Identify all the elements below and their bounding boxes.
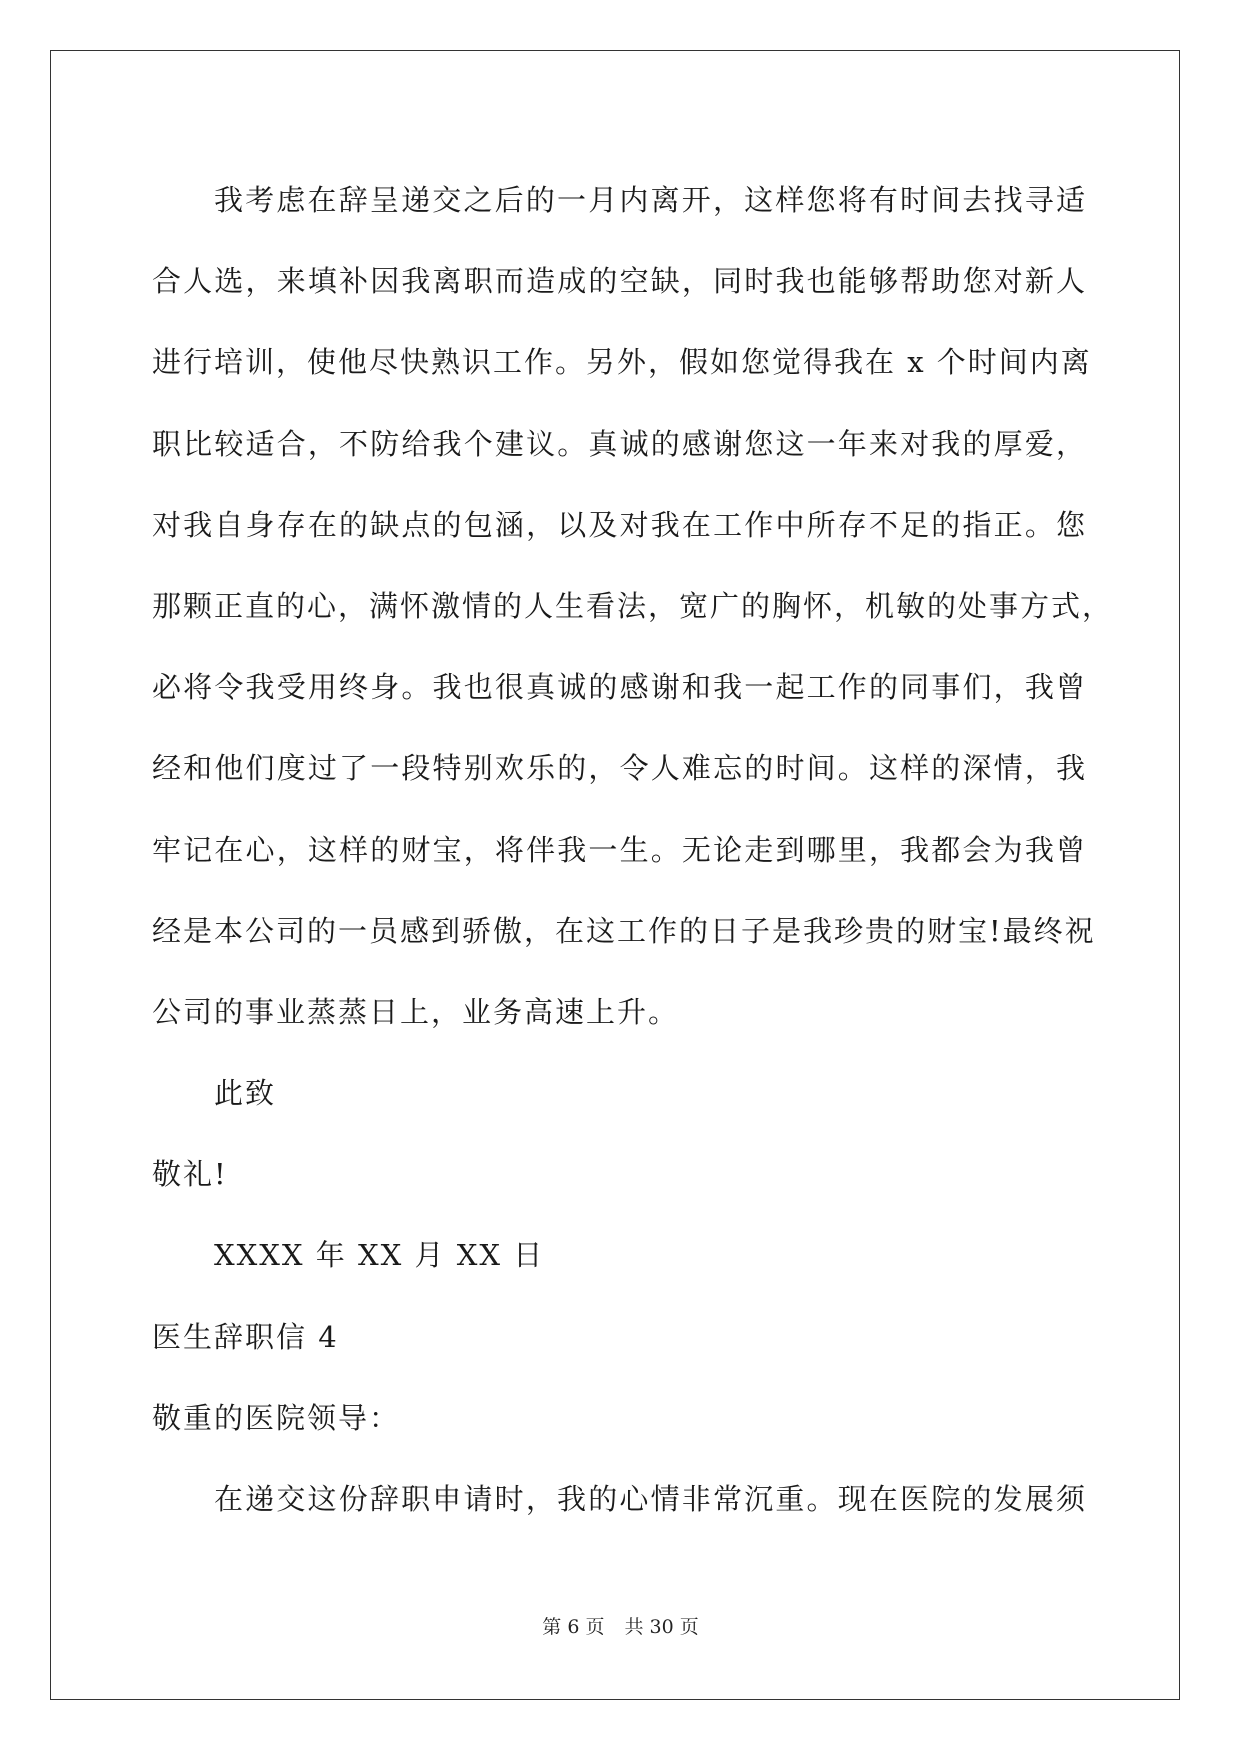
text-line: 经是本公司的一员感到骄傲，在这工作的日子是我珍贵的财宝!最终祝 <box>152 913 1096 948</box>
paragraph-2 <box>152 1459 1087 1540</box>
salutation: 敬重的医院领导： <box>152 1400 401 1435</box>
page-footer <box>0 1612 1241 1639</box>
page-number-current: 第 6 页 <box>542 1616 605 1638</box>
closing-jingli: 敬礼! <box>152 1157 228 1192</box>
paragraph-1 <box>152 160 1114 1053</box>
text-line: 我考虑在辞呈递交之后的一月内离开，这样您将有时间去找寻适 <box>214 183 1087 217</box>
text-line: 合人选，来填补因我离职而造成的空缺，同时我也能够帮助您对新人 <box>152 264 1087 299</box>
document-body <box>152 160 1114 1540</box>
text-line: 经和他们度过了一段特别欢乐的，令人难忘的时间。这样的深情，我 <box>152 751 1087 786</box>
text-line: 那颗正直的心，满怀激情的人生看法，宽广的胸怀，机敏的处事方式， <box>152 588 1114 623</box>
text-line: 职比较适合，不防给我个建议。真诚的感谢您这一年来对我的厚爱， <box>152 426 1087 461</box>
section-title: 医生辞职信 4 <box>152 1319 339 1354</box>
text-line: 公司的事业蒸蒸日上，业务高速上升。 <box>152 994 680 1029</box>
text-line: 进行培训，使他尽快熟识工作。另外，假如您觉得我在 x 个时间内离 <box>152 345 1092 380</box>
text-line: 必将令我受用终身。我也很真诚的感谢和我一起工作的同事们，我曾 <box>152 670 1087 705</box>
text-line: 牢记在心，这样的财宝，将伴我一生。无论走到哪里，我都会为我曾 <box>152 832 1087 867</box>
text-line: 在递交这份辞职申请时，我的心情非常沉重。现在医院的发展须 <box>214 1482 1087 1516</box>
page-number-total: 共 30 页 <box>624 1616 699 1638</box>
closing-cizhi: 此致 <box>214 1076 277 1111</box>
text-line: 对我自身存在的缺点的包涵，以及对我在工作中所存不足的指正。您 <box>152 507 1087 542</box>
letter-date: XXXX 年 XX 月 XX 日 <box>214 1238 545 1273</box>
